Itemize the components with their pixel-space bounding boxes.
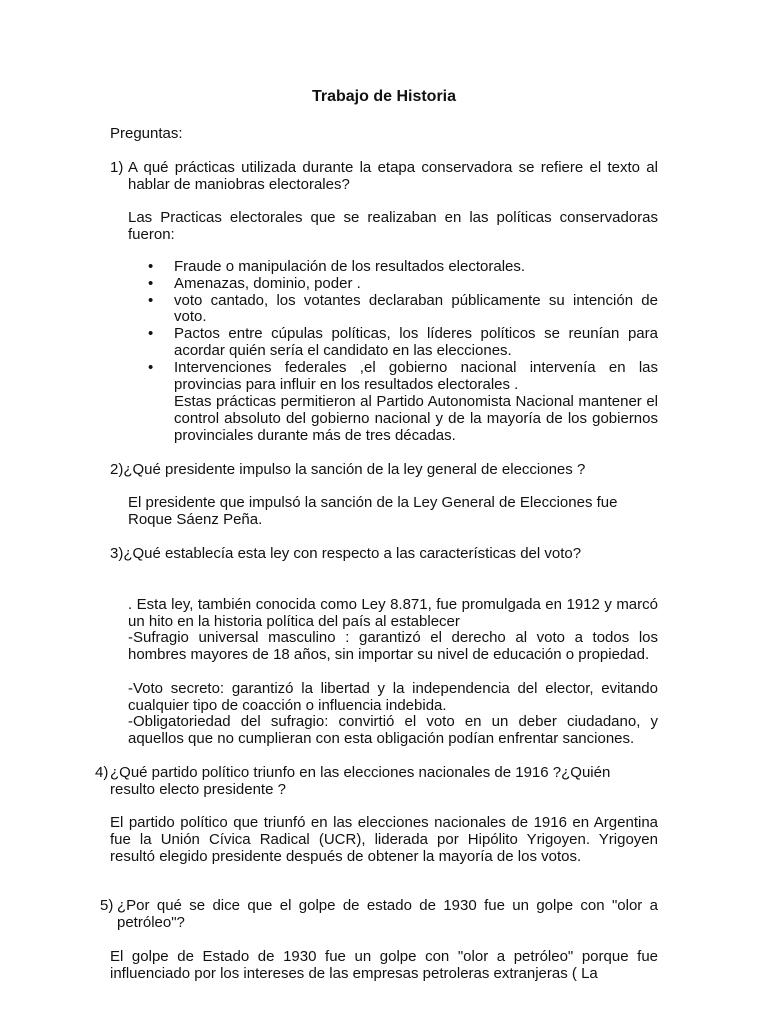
question-3-text: 3)¿Qué establecía esta ley con respecto a las características del voto? — [110, 545, 582, 562]
question-1-number: 1) — [110, 159, 124, 176]
question-2-answer: El presidente que impulsó la sanción de la Ley General de Elecciones fue Roque Sáenz Peña. — [128, 494, 618, 528]
document-title: Trabajo de Historia — [311, 88, 457, 105]
question-1 — [110, 160, 658, 194]
question-4 — [95, 765, 640, 799]
question-4-text: ¿Qué partido político triunfo en las elecciones nacionales de 1916 ?¿Quién resulto electo presidente ? — [110, 764, 611, 798]
bullet-icon: • — [148, 291, 154, 309]
bullet-icon: • — [148, 325, 154, 343]
bullet-icon: • — [148, 274, 154, 292]
question-1-conclusion: Estas prácticas permitieron al Partido Autonomista Nacional mantener el control absoluto del gobierno nacional y de la mayoría de los gobiernos provinciales durante más de tres décadas. — [174, 393, 658, 444]
question-1-answer-intro: Las Practicas electorales que se realizaban en las políticas conservadoras fueron: — [128, 209, 658, 243]
question-5-answer: El golpe de Estado de 1930 fue un golpe con "olor a petróleo" porque fue influenciado por los intereses de las empresas petroleras extranjeras ( La — [110, 948, 658, 982]
list-item: • Amenazas, dominio, poder . — [148, 274, 361, 292]
question-5 — [100, 898, 658, 932]
question-5-number: 5) — [100, 897, 114, 914]
bullet-icon: • — [148, 258, 154, 275]
question-4-number: 4) — [95, 764, 109, 781]
list-item: • Pactos entre cúpulas políticas, los líderes políticos se reunían para acordar quién sería el candidato en las elecciones. — [148, 325, 658, 359]
list-item: • voto cantado, los votantes declaraban públicamente su intención de voto. — [148, 291, 658, 326]
question-3-answer-voto-secreto: -Voto secreto: garantizó la libertad y la independencia del elector, evitando cualquier tipo de coacción o influencia indebida. — [128, 680, 658, 714]
question-3-answer-obligatoriedad: -Obligatoriedad del sufragio: convirtió el voto en un deber ciudadano, y aquellos que no cumplieran con esta obligación podían enfrentar sanciones. — [128, 713, 658, 747]
question-3-answer-intro: . Esta ley, también conocida como Ley 8.871, fue promulgada en 1912 y marcó un hito en la historia política del país al establecer — [128, 596, 658, 630]
list-item: • Fraude o manipulación de los resultados electorales. — [148, 258, 526, 275]
bullet-icon: • — [148, 358, 154, 376]
preguntas-label: Preguntas: — [110, 125, 183, 142]
question-3-answer-sufragio: -Sufragio universal masculino : garantizó el derecho al voto a todos los hombres mayores de 18 años, sin importar su nivel de educación o propiedad. — [128, 629, 658, 663]
question-2-text: 2)¿Qué presidente impulso la sanción de la ley general de elecciones ? — [110, 461, 586, 478]
practices-list — [148, 259, 658, 393]
list-item: • Intervenciones federales ,el gobierno nacional intervenía en las provincias para influir en los resultados electorales . — [148, 358, 658, 393]
question-1-text: A qué prácticas utilizada durante la etapa conservadora se refiere el texto al hablar de maniobras electorales? — [128, 159, 658, 193]
question-5-text: ¿Por qué se dice que el golpe de estado de 1930 fue un golpe con "olor a petróleo"? — [117, 897, 658, 931]
question-4-answer: El partido político que triunfó en las elecciones nacionales de 1916 en Argentina fue la Unión Cívica Radical (UCR), liderada por Hipólito Yrigoyen. Yrigoyen resultó elegido presidente después de obtener la mayoría de los votos. — [110, 814, 658, 865]
